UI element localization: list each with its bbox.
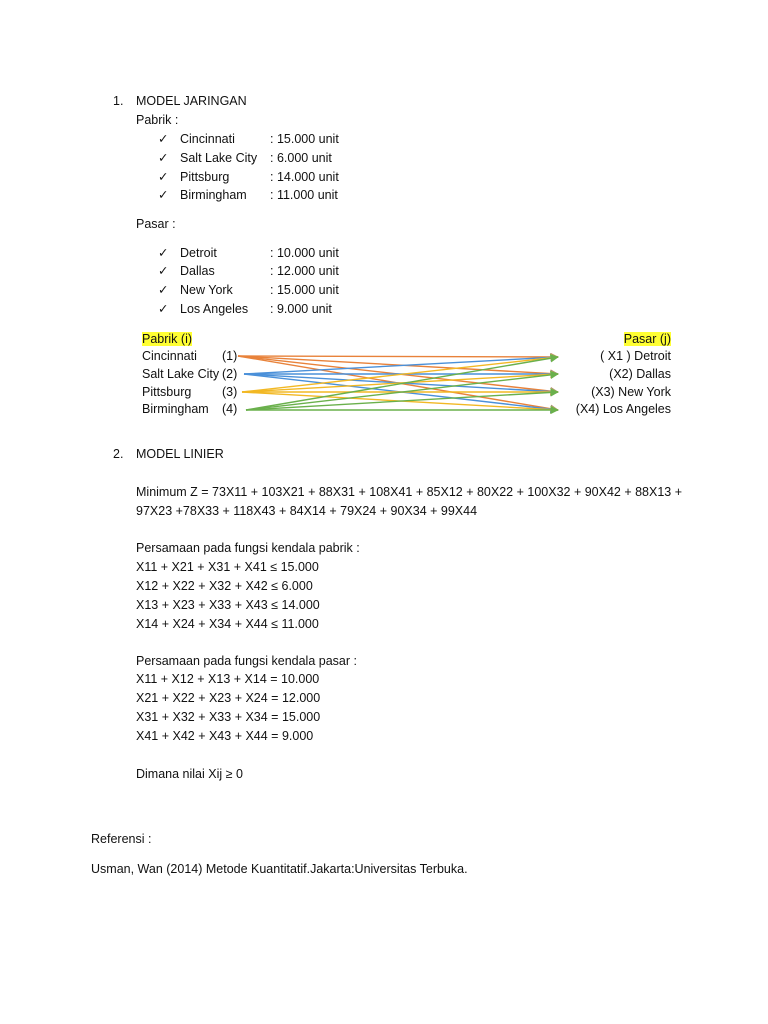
source-name: Salt Lake City [142, 367, 220, 381]
destination-label: (X2) Dallas [609, 367, 671, 381]
section-2-number: 2. [113, 447, 124, 461]
objective-line: 97X23 +78X33 + 118X43 + 84X14 + 79X24 + 90X34 + 99X44 [136, 504, 478, 518]
check-mark-icon: ✓ [158, 246, 169, 260]
pasar-label: Pasar : [136, 217, 176, 231]
references-title: Referensi : [91, 832, 152, 846]
pasar-name: Detroit [180, 246, 217, 260]
check-mark-icon: ✓ [158, 151, 169, 165]
section-1-number: 1. [113, 94, 124, 108]
source-name: Cincinnati [142, 349, 197, 363]
destination-label: ( X1 ) Detroit [600, 349, 671, 363]
source-index: (1) [222, 349, 238, 363]
destination-heading: Pasar (j) [623, 332, 671, 346]
pabrik-name: Salt Lake City [180, 151, 258, 165]
source-name: Pittsburg [142, 385, 192, 399]
pabrik-qty: : 6.000 unit [270, 151, 332, 165]
pasar-qty: : 15.000 unit [270, 283, 339, 297]
source-index: (2) [222, 367, 238, 381]
constraint-line: X11 + X21 + X31 + X41 ≤ 15.000 [136, 560, 319, 574]
pasar-qty: : 9.000 unit [270, 302, 332, 316]
check-mark-icon: ✓ [158, 302, 169, 316]
constraint-line: X21 + X22 + X23 + X24 = 12.000 [136, 691, 321, 705]
source-name: Birmingham [142, 402, 209, 416]
pabrik-constraints-title: Persamaan pada fungsi kendala pabrik : [136, 541, 360, 555]
constraint-line: X13 + X23 + X33 + X43 ≤ 14.000 [136, 598, 320, 612]
check-mark-icon: ✓ [158, 170, 169, 184]
constraint-line: X31 + X32 + X33 + X34 = 15.000 [136, 710, 321, 724]
reference-item: Usman, Wan (2014) Metode Kuantitatif.Jakarta:Universitas Terbuka. [91, 862, 468, 876]
pasar-name: Los Angeles [180, 302, 249, 316]
check-mark-icon: ✓ [158, 283, 169, 297]
source-heading: Pabrik (i) [142, 332, 193, 346]
source-index: (4) [222, 402, 238, 416]
pasar-qty: : 10.000 unit [270, 246, 339, 260]
pabrik-qty: : 14.000 unit [270, 170, 339, 184]
pasar-name: Dallas [180, 264, 215, 278]
destination-label: (X3) New York [591, 385, 671, 399]
flow-arrow [238, 356, 558, 357]
check-mark-icon: ✓ [158, 264, 169, 278]
pabrik-name: Birmingham [180, 188, 247, 202]
section-2-title: MODEL LINIER [136, 447, 224, 461]
destination-label: (X4) Los Angeles [575, 402, 671, 416]
check-mark-icon: ✓ [158, 132, 169, 146]
pabrik-qty: : 15.000 unit [270, 132, 339, 146]
pabrik-qty: : 11.000 unit [270, 188, 338, 202]
pasar-name: New York [180, 283, 233, 297]
constraint-line: X11 + X12 + X13 + X14 = 10.000 [136, 672, 320, 686]
nonnegativity-constraint: Dimana nilai Xij ≥ 0 [136, 767, 243, 781]
objective-line: Minimum Z = 73X11 + 103X21 + 88X31 + 108X41 + 85X12 + 80X22 + 100X32 + 90X42 + 88X13 + [136, 485, 683, 499]
check-mark-icon: ✓ [158, 188, 169, 202]
section-1-title: MODEL JARINGAN [136, 94, 247, 108]
constraint-line: X41 + X42 + X43 + X44 = 9.000 [136, 729, 314, 743]
constraint-line: X12 + X22 + X32 + X42 ≤ 6.000 [136, 579, 313, 593]
pabrik-label: Pabrik : [136, 113, 179, 127]
constraint-line: X14 + X24 + X34 + X44 ≤ 11.000 [136, 617, 319, 631]
pabrik-name: Cincinnati [180, 132, 235, 146]
source-index: (3) [222, 385, 238, 399]
pabrik-name: Pittsburg [180, 170, 230, 184]
pasar-constraints-title: Persamaan pada fungsi kendala pasar : [136, 654, 357, 668]
pasar-qty: : 12.000 unit [270, 264, 339, 278]
